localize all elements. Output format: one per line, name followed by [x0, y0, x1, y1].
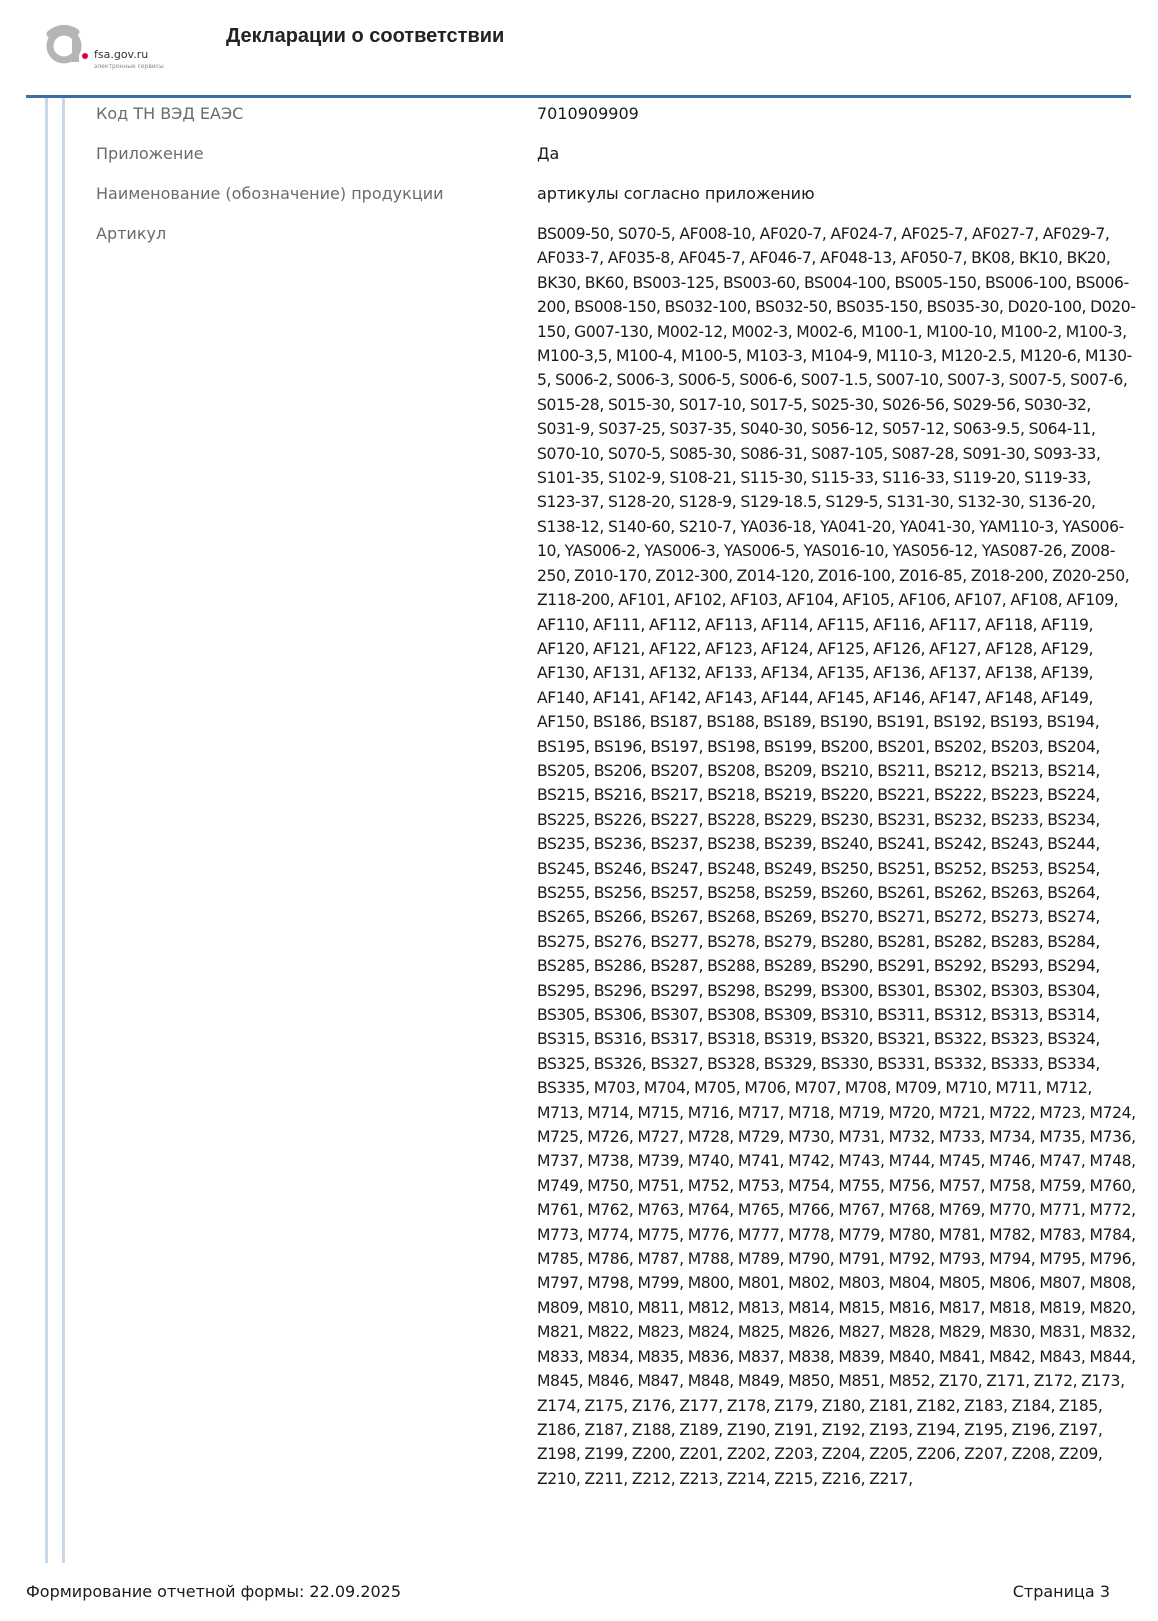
report-generation-date: Формирование отчетной формы: 22.09.2025	[26, 1582, 402, 1601]
article-list: BS009-50, S070-5, AF008-10, AF020-7, AF024-7, AF025-7, AF027-7, AF029-7, AF033-7, AF035-8, AF045-7, AF046-7, AF048-13, AF050-7, BK08, BK10, BK20, BK30, BK60, BS003-125, BS003-60, BS004-100, BS005-150, BS006-100, BS006-200, BS008-150, BS032-100, BS032-50, BS035-150, BS035-30, D020-100, D020-150, G007-130, M002-12, M002-3, M002-6, M100-1, M100-10, M100-2, M100-3, M100-3,5, M100-4, M100-5, M103-3, M104-9, M110-3, M120-2.5, M120-6, M130-5, S006-2, S006-3, S006-5, S006-6, S007-1.5, S007-10, S007-3, S007-5, S007-6, S015-28, S015-30, S017-10, S017-5, S025-30, S026-56, S029-56, S030-32, S031-9, S037-25, S037-35, S040-30, S056-12, S057-12, S063-9.5, S064-11, S070-10, S070-5, S085-30, S086-31, S087-105, S087-28, S091-30, S093-33, S101-35, S102-9, S108-21, S115-30, S115-33, S116-33, S119-20, S119-33, S123-37, S128-20, S128-9, S129-18.5, S129-5, S131-30, S132-30, S136-20, S138-12, S140-60, S210-7, YA036-18, YA041-20, YA041-30, YAM110-3, YAS006-10, YAS006-2, YAS006-3, YAS006-5, YAS016-10, YAS056-12, YAS087-26, Z008-250, Z010-170, Z012-300, Z014-120, Z016-100, Z016-85, Z018-200, Z020-250, Z118-200, AF101, AF102, AF103, AF104, AF105, AF106, AF107, AF108, AF109, AF110, AF111, AF112, AF113, AF114, AF115, AF116, AF117, AF118, AF119, AF120, AF121, AF122, AF123, AF124, AF125, AF126, AF127, AF128, AF129, AF130, AF131, AF132, AF133, AF134, AF135, AF136, AF137, AF138, AF139, AF140, AF141, AF142, AF143, AF144, AF145, AF146, AF147, AF148, AF149, AF150, BS186, BS187, BS188, BS189, BS190, BS191, BS192, BS193, BS194, BS195, BS196, BS197, BS198, BS199, BS200, BS201, BS202, BS203, BS204, BS205, BS206, BS207, BS208, BS209, BS210, BS211, BS212, BS213, BS214, BS215, BS216, BS217, BS218, BS219, BS220, BS221, BS222, BS223, BS224, BS225, BS226, BS227, BS228, BS229, BS230, BS231, BS232, BS233, BS234, BS235, BS236, BS237, BS238, BS239, BS240, BS241, BS242, BS243, BS244, BS245, BS246, BS247, BS248, BS249, BS250, BS251, BS252, BS253, BS254, BS255, BS256, BS257, BS258, BS259, BS260, BS261, BS262, BS263, BS264, BS265, BS266, BS267, BS268, BS269, BS270, BS271, BS272, BS273, BS274, BS275, BS276, BS277, BS278, BS279, BS280, BS281, BS282, BS283, BS284, BS285, BS286, BS287, BS288, BS289, BS290, BS291, BS292, BS293, BS294, BS295, BS296, BS297, BS298, BS299, BS300, BS301, BS302, BS303, BS304, BS305, BS306, BS307, BS308, BS309, BS310, BS311, BS312, BS313, BS314, BS315, BS316, BS317, BS318, BS319, BS320, BS321, BS322, BS323, BS324, BS325, BS326, BS327, BS328, BS329, BS330, BS331, BS332, BS333, BS334, BS335, M703, M704, M705, M706, M707, M708, M709, M710, M711, M712, M713, M714, M715, M716, M717, M718, M719, M720, M721, M722, M723, M724, M725, M726, M727, M728, M729, M730, M731, M732, M733, M734, M735, M736, M737, M738, M739, M740, M741, M742, M743, M744, M745, M746, M747, M748, M749, M750, M751, M752, M753, M754, M755, M756, M757, M758, M759, M760, M761, M762, M763, M764, M765, M766, M767, M768, M769, M770, M771, M772, M773, M774, M775, M776, M777, M778, M779, M780, M781, M782, M783, M784, M785, M786, M787, M788, M789, M790, M791, M792, M793, M794, M795, M796, M797, M798, M799, M800, M801, M802, M803, M804, M805, M806, M807, M808, M809, M810, M811, M812, M813, M814, M815, M816, M817, M818, M819, M820, M821, M822, M823, M824, M825, M826, M827, M828, M829, M830, M831, M832, M833, M834, M835, M836, M837, M838, M839, M840, M841, M842, M843, M844, M845, M846, M847, M848, M849, M850, M851, M852, Z170, Z171, Z172, Z173, Z174, Z175, Z176, Z177, Z178, Z179, Z180, Z181, Z182, Z183, Z184, Z185, Z186, Z187, Z188, Z189, Z190, Z191, Z192, Z193, Z194, Z195, Z196, Z197, Z198, Z199, Z200, Z201, Z202, Z203, Z204, Z205, Z206, Z207, Z208, Z209, Z210, Z211, Z212, Z213, Z214, Z215, Z216, Z217,	[537, 225, 1136, 1488]
fsa-logo[interactable]	[42, 22, 192, 74]
header-divider	[26, 95, 1131, 98]
field-label: Код ТН ВЭД ЕАЭС	[96, 104, 244, 123]
field-value: 7010909909	[537, 104, 639, 123]
field-label: Наименование (обозначение) продукции	[96, 184, 444, 203]
section-rail-outer	[45, 98, 48, 1563]
fsa-logo-icon	[42, 22, 88, 68]
field-row-articles	[96, 222, 1146, 1491]
field-row-product-name	[96, 182, 1146, 222]
field-label: Артикул	[96, 224, 167, 243]
field-row-tnved	[96, 102, 1146, 142]
declaration-fields	[96, 102, 1146, 1491]
logo-subtitle-text: электронные сервисы	[94, 63, 164, 70]
logo-domain-text: fsa.gov.ru	[94, 48, 149, 61]
section-rail-inner	[62, 98, 65, 1563]
field-value: Да	[537, 144, 560, 163]
page-title: Декларации о соответствии	[226, 25, 505, 47]
field-value: артикулы согласно приложению	[537, 184, 815, 203]
page-number: Страница 3	[1012, 1582, 1110, 1601]
field-row-appendix	[96, 142, 1146, 182]
page-header	[0, 0, 1158, 96]
field-label: Приложение	[96, 144, 204, 163]
